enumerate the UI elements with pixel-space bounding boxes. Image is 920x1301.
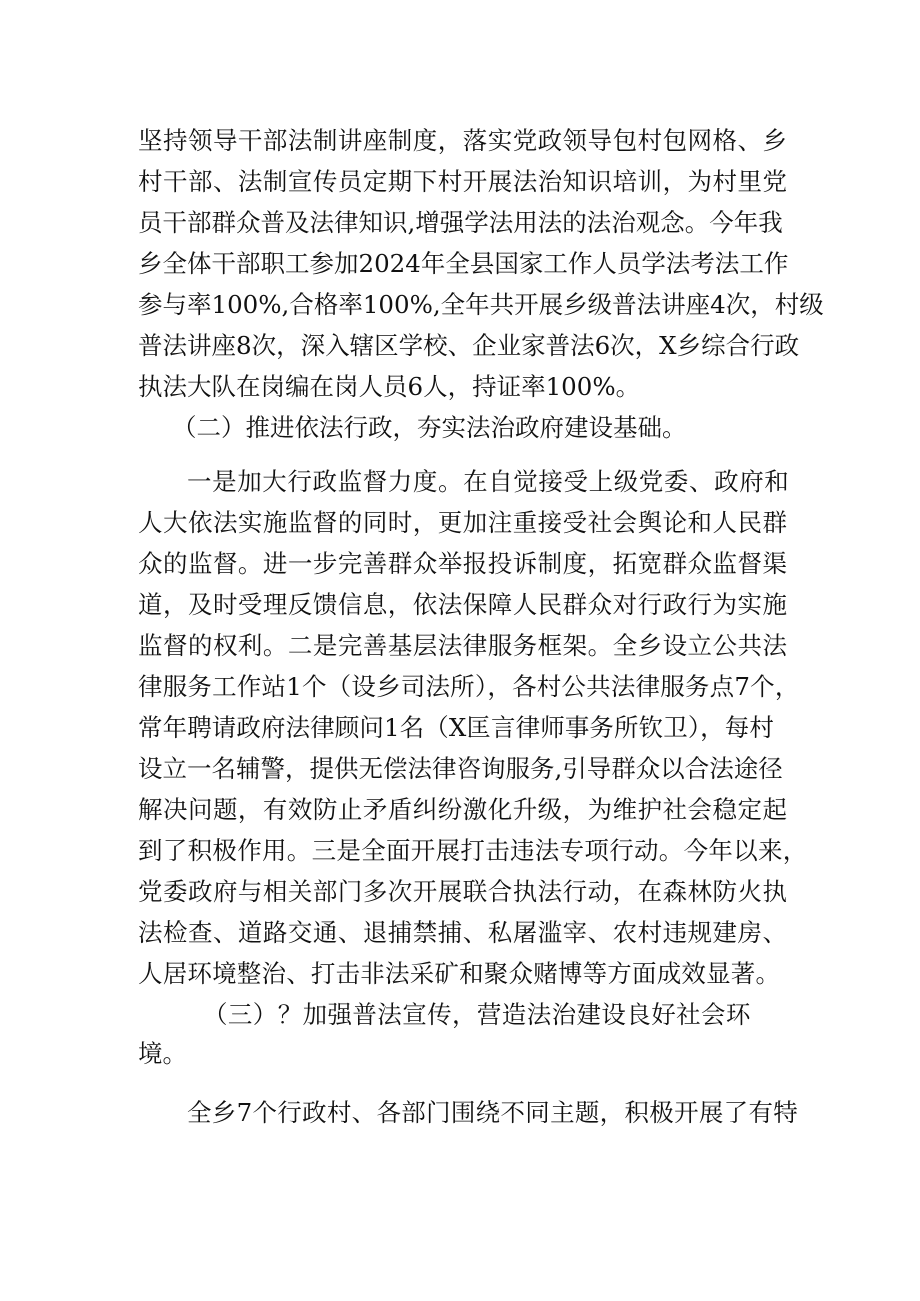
paragraph-line: 法检查、道路交通、退捕禁捕、私屠滥宰、农村违规建房、 xyxy=(138,918,788,947)
section-heading-3: （三）？加强普法宣传，营造法治建设良好社会环 xyxy=(203,1000,751,1029)
paragraph-line: 乡全体干部职工参加2024年全县国家工作人员学法考法工作 xyxy=(138,249,789,278)
paragraph-line: 律服务工作站1个（设乡司法所），各村公共法律服务点7个， xyxy=(138,672,800,701)
paragraph-line: 一是加大行政监督力度。在自觉接受上级党委、政府和 xyxy=(187,467,790,496)
paragraph-line: 党委政府与相关部门多次开展联合执法行动，在森林防火执 xyxy=(138,877,788,906)
paragraph-line: 到了积极作用。三是全面开展打击违法专项行动。今年以来， xyxy=(138,836,808,865)
paragraph-line: 众的监督。进一步完善群众举报投诉制度，拓宽群众监督渠 xyxy=(138,549,788,578)
paragraph-line: 执法大队在岗编在岗人员6人，持证率100%。 xyxy=(138,372,641,401)
paragraph-line: 普法讲座8次，深入辖区学校、企业家普法6次，X乡综合行政 xyxy=(138,331,800,360)
paragraph-line: 设立一名辅警，提供无偿法律咨询服务,引导群众以合法途径 xyxy=(138,754,783,783)
paragraph-line: 人大依法实施监督的同时，更加注重接受社会舆论和人民群 xyxy=(138,508,788,537)
paragraph-line: 道，及时受理反馈信息，依法保障人民群众对行政行为实施 xyxy=(138,590,788,619)
paragraph-line: 监督的权利。二是完善基层法律服务框架。全乡设立公共法 xyxy=(138,631,788,660)
paragraph-line: 常年聘请政府法律顾问1名（X匡言律师事务所钦卫），每村 xyxy=(138,713,774,742)
section-heading-2: （二）推进依法行政，夯实法治政府建设基础。 xyxy=(172,413,687,442)
paragraph-line: 参与率100%,合格率100%,全年共开展乡级普法讲座4次，村级 xyxy=(138,290,824,319)
paragraph-line: 人居环境整治、打击非法采矿和聚众赌博等方面成效显著。 xyxy=(138,959,781,988)
paragraph-line: 解决问题，有效防止矛盾纠纷激化升级，为维护社会稳定起 xyxy=(138,795,788,824)
paragraph-line: 坚持领导干部法制讲座制度，落实党政领导包村包网格、乡 xyxy=(138,126,788,155)
paragraph-line: 员干部群众普及法律知识,增强学法用法的法治观念。今年我 xyxy=(138,208,783,237)
paragraph-line: 全乡7个行政村、各部门围绕不同主题，积极开展了有特 xyxy=(187,1098,799,1127)
paragraph-line: 境。 xyxy=(138,1039,187,1068)
paragraph-line: 村干部、法制宣传员定期下村开展法治知识培训，为村里党 xyxy=(138,167,788,196)
